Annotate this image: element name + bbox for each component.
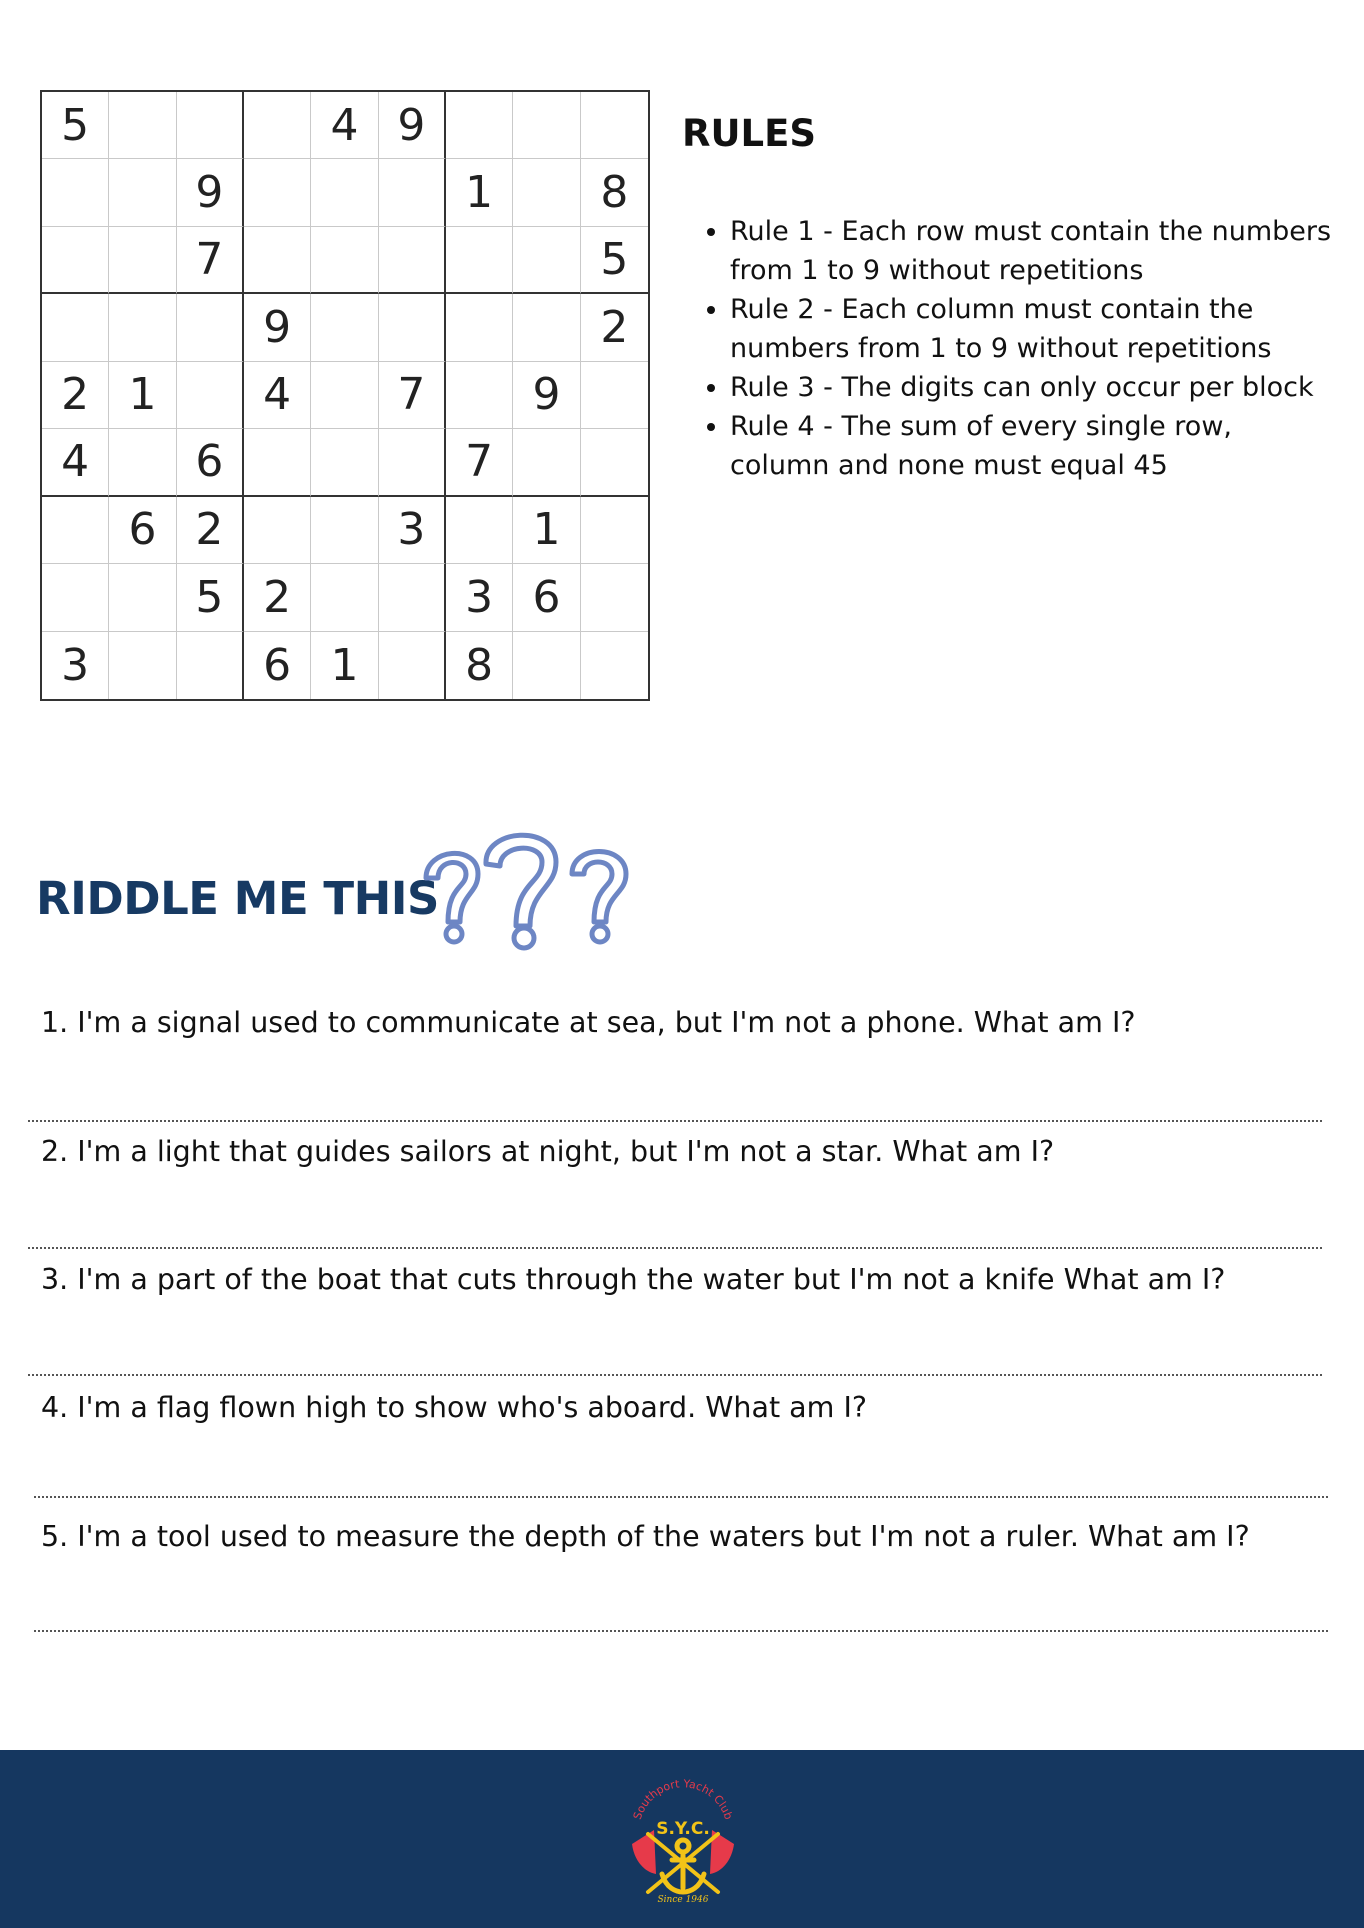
sudoku-given-cell: 1 — [109, 362, 176, 429]
sudoku-empty-cell[interactable] — [109, 159, 176, 226]
rule-item: • Rule 2 - Each column must contain the numbers from 1 to 9 without repetitions — [730, 290, 1332, 368]
riddle-5: 5. I'm a tool used to measure the depth of the waters but I'm not a ruler. What am I? — [41, 1520, 1250, 1553]
rules-list — [682, 212, 1332, 485]
sudoku-empty-cell[interactable] — [177, 294, 244, 361]
answer-line-1[interactable] — [28, 1120, 1322, 1122]
sudoku-empty-cell[interactable] — [513, 159, 580, 226]
sudoku-empty-cell[interactable] — [42, 159, 109, 226]
sudoku-empty-cell[interactable] — [42, 497, 109, 564]
riddle-4: 4. I'm a flag flown high to show who's aboard. What am I? — [41, 1391, 867, 1424]
riddle-3: 3. I'm a part of the boat that cuts through the water but I'm not a knife What am I? — [41, 1263, 1226, 1296]
sudoku-empty-cell[interactable] — [42, 564, 109, 631]
sudoku-empty-cell[interactable] — [244, 429, 311, 496]
sudoku-given-cell: 8 — [581, 159, 648, 226]
sudoku-empty-cell[interactable] — [177, 362, 244, 429]
sudoku-given-cell: 6 — [109, 497, 176, 564]
sudoku-empty-cell[interactable] — [446, 497, 513, 564]
sudoku-given-cell: 9 — [244, 294, 311, 361]
sudoku-given-cell: 5 — [42, 92, 109, 159]
sudoku-empty-cell[interactable] — [177, 632, 244, 699]
sudoku-given-cell: 7 — [177, 227, 244, 294]
sudoku-empty-cell[interactable] — [311, 429, 378, 496]
sudoku-empty-cell[interactable] — [109, 294, 176, 361]
sudoku-empty-cell[interactable] — [581, 564, 648, 631]
sudoku-empty-cell[interactable] — [109, 227, 176, 294]
logo-initials: S.Y.C. — [656, 1819, 710, 1839]
riddle-2: 2. I'm a light that guides sailors at night, but I'm not a star. What am I? — [41, 1135, 1055, 1168]
sudoku-empty-cell[interactable] — [42, 294, 109, 361]
sudoku-given-cell: 9 — [177, 159, 244, 226]
rules-title: RULES — [682, 112, 817, 155]
sudoku-given-cell: 6 — [513, 564, 580, 631]
sudoku-empty-cell[interactable] — [446, 362, 513, 429]
sudoku-empty-cell[interactable] — [311, 564, 378, 631]
sudoku-empty-cell[interactable] — [244, 159, 311, 226]
sudoku-given-cell: 2 — [581, 294, 648, 361]
sudoku-empty-cell[interactable] — [244, 227, 311, 294]
answer-line-3[interactable] — [28, 1374, 1322, 1376]
sudoku-given-cell: 2 — [244, 564, 311, 631]
sudoku-empty-cell[interactable] — [379, 159, 446, 226]
sudoku-given-cell: 3 — [446, 564, 513, 631]
sudoku-empty-cell[interactable] — [379, 632, 446, 699]
sudoku-given-cell: 9 — [513, 362, 580, 429]
sudoku-given-cell: 9 — [379, 92, 446, 159]
sudoku-empty-cell[interactable] — [109, 92, 176, 159]
sudoku-empty-cell[interactable] — [446, 227, 513, 294]
sudoku-empty-cell[interactable] — [581, 362, 648, 429]
sudoku-empty-cell[interactable] — [244, 92, 311, 159]
sudoku-empty-cell[interactable] — [379, 227, 446, 294]
sudoku-empty-cell[interactable] — [244, 497, 311, 564]
rule-item: • Rule 4 - The sum of every single row, column and none must equal 45 — [730, 407, 1332, 485]
sudoku-given-cell: 4 — [244, 362, 311, 429]
sudoku-empty-cell[interactable] — [42, 227, 109, 294]
sudoku-empty-cell[interactable] — [311, 159, 378, 226]
sudoku-empty-cell[interactable] — [581, 632, 648, 699]
sudoku-empty-cell[interactable] — [311, 227, 378, 294]
sudoku-given-cell: 8 — [446, 632, 513, 699]
logo-since-text: Since 1946 — [657, 1895, 709, 1904]
sudoku-given-cell: 2 — [42, 362, 109, 429]
sudoku-empty-cell[interactable] — [177, 92, 244, 159]
riddle-1: 1. I'm a signal used to communicate at sea, but I'm not a phone. What am I? — [41, 1006, 1136, 1039]
sudoku-empty-cell[interactable] — [109, 632, 176, 699]
sudoku-given-cell: 1 — [311, 632, 378, 699]
sudoku-empty-cell[interactable] — [311, 497, 378, 564]
sudoku-empty-cell[interactable] — [446, 92, 513, 159]
sudoku-empty-cell[interactable] — [513, 632, 580, 699]
sudoku-empty-cell[interactable] — [446, 294, 513, 361]
sudoku-empty-cell[interactable] — [581, 92, 648, 159]
riddle-section-title: RIDDLE ME THIS — [36, 872, 439, 925]
sudoku-grid — [40, 90, 650, 701]
answer-line-5[interactable] — [34, 1630, 1328, 1632]
sudoku-given-cell: 7 — [379, 362, 446, 429]
sudoku-empty-cell[interactable] — [379, 564, 446, 631]
sudoku-empty-cell[interactable] — [581, 429, 648, 496]
sudoku-empty-cell[interactable] — [379, 294, 446, 361]
sudoku-given-cell: 6 — [177, 429, 244, 496]
yacht-club-anchor-logo — [618, 1774, 748, 1904]
footer — [0, 1750, 1364, 1928]
sudoku-empty-cell[interactable] — [513, 227, 580, 294]
sudoku-empty-cell[interactable] — [513, 92, 580, 159]
sudoku-given-cell: 4 — [42, 429, 109, 496]
sudoku-given-cell: 7 — [446, 429, 513, 496]
sudoku-empty-cell[interactable] — [513, 294, 580, 361]
question-marks-icon — [416, 822, 636, 952]
sudoku-empty-cell[interactable] — [513, 429, 580, 496]
sudoku-given-cell: 5 — [581, 227, 648, 294]
svg-text:Southport Yacht Club — [631, 1777, 735, 1821]
rule-item: • Rule 3 - The digits can only occur per block — [730, 368, 1332, 407]
sudoku-given-cell: 3 — [42, 632, 109, 699]
sudoku-given-cell: 3 — [379, 497, 446, 564]
sudoku-given-cell: 4 — [311, 92, 378, 159]
sudoku-given-cell: 1 — [446, 159, 513, 226]
logo-arc-text: Southport Yacht Club — [630, 1777, 736, 1822]
sudoku-given-cell: 1 — [513, 497, 580, 564]
sudoku-given-cell: 6 — [244, 632, 311, 699]
sudoku-empty-cell[interactable] — [109, 564, 176, 631]
sudoku-empty-cell[interactable] — [379, 429, 446, 496]
rule-item: • Rule 1 - Each row must contain the numbers from 1 to 9 without repetitions — [730, 212, 1332, 290]
sudoku-given-cell: 5 — [177, 564, 244, 631]
sudoku-empty-cell[interactable] — [311, 362, 378, 429]
answer-line-2[interactable] — [28, 1247, 1322, 1249]
sudoku-empty-cell[interactable] — [311, 294, 378, 361]
sudoku-empty-cell[interactable] — [109, 429, 176, 496]
sudoku-given-cell: 2 — [177, 497, 244, 564]
sudoku-empty-cell[interactable] — [581, 497, 648, 564]
answer-line-4[interactable] — [34, 1496, 1328, 1498]
